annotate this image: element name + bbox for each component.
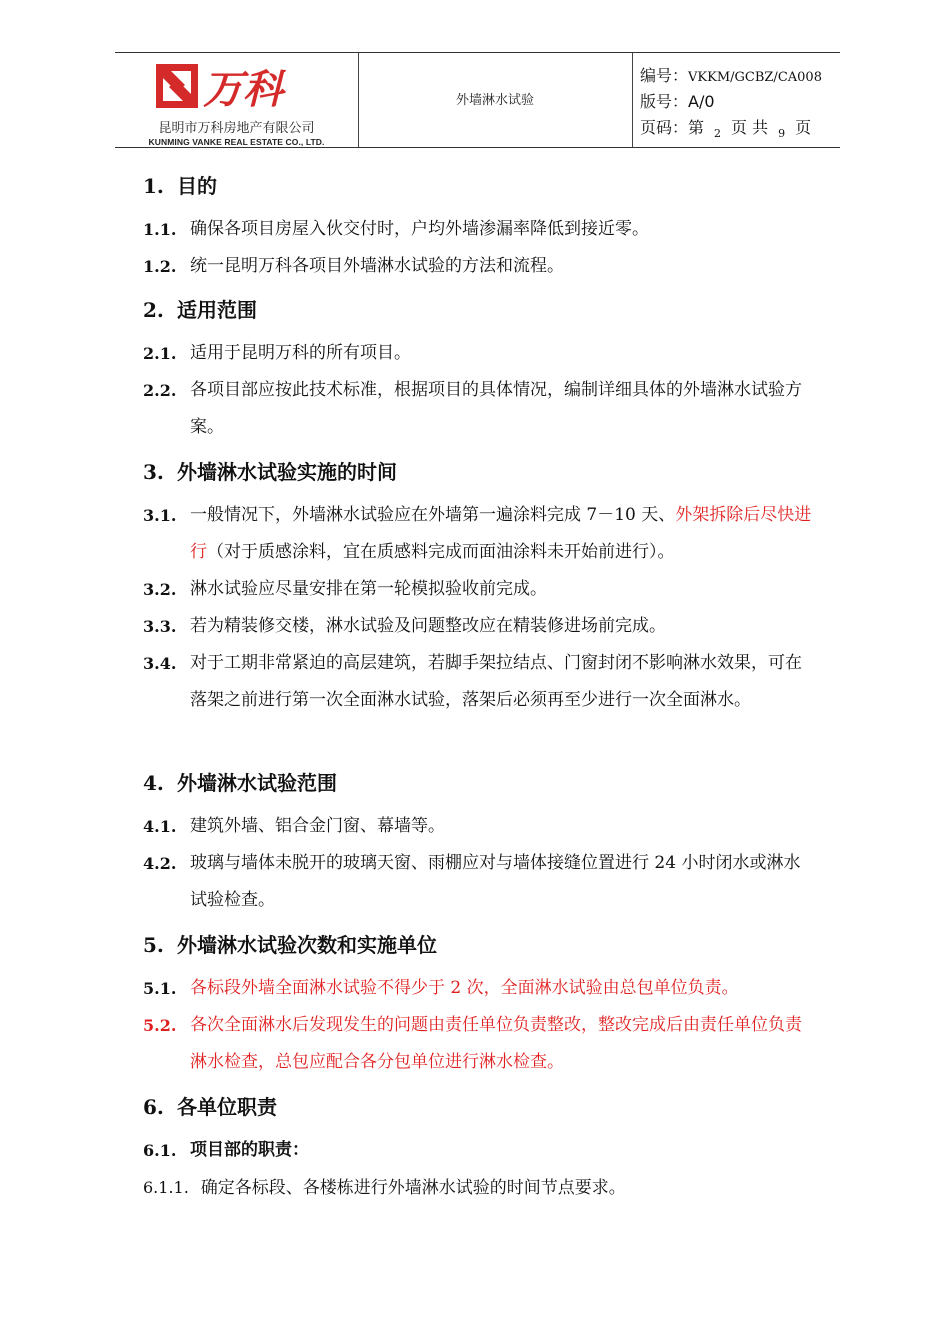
clause-text: 若为精装修交楼，淋水试验及问题整改应在精装修进场前完成。 — [190, 616, 666, 636]
clause-number: 3.2. — [143, 580, 177, 599]
version-row — [640, 89, 840, 115]
clause-text: 各标段外墙全面淋水试验不得少于 2 次，全面淋水试验由总包单位负责。 — [190, 978, 739, 998]
clause-5-2 — [143, 1007, 813, 1081]
clause-text-part: 一般情况下，外墙淋水试验应在外墙第一遍涂料完成 7－10 天、 — [190, 505, 676, 525]
clause-5-1 — [143, 970, 813, 1007]
clause-6-1 — [143, 1132, 813, 1169]
clause-3-2 — [143, 571, 813, 608]
clause-number: 6.1. — [143, 1141, 177, 1160]
clause-number: 3.3. — [143, 617, 177, 636]
clause-number: 2.1. — [143, 344, 177, 363]
section-heading-1 — [143, 170, 217, 199]
section-number: 3. — [143, 460, 164, 484]
version-label: 版号： — [640, 92, 689, 111]
section-heading-4 — [143, 767, 337, 796]
clause-text: 对于工期非常紧迫的高层建筑，若脚手架拉结点、门窗封闭不影响淋水效果，可在落架之前进行第一次全面淋水试验，落架后必须再至少进行一次全面淋水。 — [190, 653, 802, 710]
clause-2-2 — [143, 372, 813, 446]
section-number: 4. — [143, 771, 164, 795]
clause-text: 项目部的职责： — [190, 1140, 309, 1160]
clause-text: 确定各标段、各楼栋进行外墙淋水试验的时间节点要求。 — [200, 1178, 626, 1198]
page-suffix: 页 — [795, 118, 812, 137]
document-meta — [640, 63, 840, 141]
clause-text: 确保各项目房屋入伙交付时，户均外墙渗漏率降低到接近零。 — [190, 219, 649, 239]
section-heading-6 — [143, 1091, 277, 1120]
clause-4-2 — [143, 845, 813, 919]
section-title: 目的 — [177, 174, 217, 198]
page-mid: 页 共 — [731, 118, 769, 137]
clause-text: 玻璃与墙体未脱开的玻璃天窗、雨棚应对与墙体接缝位置进行 24 小时闭水或淋水试验检查。 — [190, 853, 801, 910]
section-title: 外墙淋水试验次数和实施单位 — [177, 933, 437, 957]
clause-text: 各项目部应按此技术标准，根据项目的具体情况，编制详细具体的外墙淋水试验方案。 — [190, 380, 802, 437]
clause-text: 建筑外墙、铝合金门窗、幕墙等。 — [190, 816, 445, 836]
clause-3-3 — [143, 608, 813, 645]
section-number: 6. — [143, 1095, 164, 1119]
section-number: 5. — [143, 933, 164, 957]
clause-1-2 — [143, 248, 813, 285]
clause-1-1 — [143, 211, 813, 248]
header-divider — [632, 53, 633, 147]
code-label: 编号： — [640, 66, 689, 85]
clause-number: 1.1. — [143, 220, 177, 239]
section-heading-2 — [143, 294, 257, 323]
document-header — [115, 52, 840, 148]
clause-text: 淋水试验应尽量安排在第一轮模拟验收前完成。 — [190, 579, 547, 599]
clause-text-part: （对于质感涂料，宜在质感料完成而面油涂料未开始前进行）。 — [207, 542, 675, 562]
clause-3-1 — [143, 497, 813, 571]
clause-number: 6.1.1. — [143, 1178, 189, 1197]
section-heading-5 — [143, 929, 437, 958]
clause-number: 3.4. — [143, 654, 177, 673]
page-label: 页码： — [640, 118, 689, 137]
section-title: 外墙淋水试验范围 — [177, 771, 337, 795]
section-number: 1. — [143, 174, 164, 198]
clause-number: 3.1. — [143, 506, 177, 525]
code-value: VKKM/GCBZ/CA008 — [688, 70, 822, 85]
clause-text — [190, 497, 813, 571]
clause-text: 适用于昆明万科的所有项目。 — [190, 343, 411, 363]
clause-text: 各次全面淋水后发现发生的问题由责任单位负责整改，整改完成后由责任单位负责淋水检查，总包应配合各分包单位进行淋水检查。 — [190, 1015, 802, 1072]
clause-text-highlight: 外架拆除后尽快进行 — [190, 505, 812, 562]
page-total: 9 — [778, 127, 786, 140]
clause-4-1 — [143, 808, 813, 845]
clause-number: 2.2. — [143, 381, 177, 400]
page-current: 2 — [714, 127, 722, 140]
vanke-logo — [153, 61, 313, 111]
page-prefix: 第 — [688, 118, 705, 137]
logo-text: 万科 — [203, 67, 283, 111]
clause-number: 5.1. — [143, 979, 177, 998]
clause-text: 统一昆明万科各项目外墙淋水试验的方法和流程。 — [190, 256, 564, 276]
document-title: 外墙淋水试验 — [455, 93, 534, 108]
section-title: 各单位职责 — [177, 1095, 277, 1119]
clause-6-1-1 — [143, 1169, 823, 1207]
version-value: A/0 — [688, 92, 715, 111]
clause-2-1 — [143, 335, 813, 372]
clause-number: 4.2. — [143, 854, 177, 873]
section-title: 适用范围 — [177, 298, 257, 322]
clause-number: 4.1. — [143, 817, 177, 836]
section-title: 外墙淋水试验实施的时间 — [177, 460, 397, 484]
section-number: 2. — [143, 298, 164, 322]
clause-number: 5.2. — [143, 1016, 177, 1035]
section-heading-3 — [143, 456, 397, 485]
clause-3-4 — [143, 645, 813, 719]
clause-number: 1.2. — [143, 257, 177, 276]
company-name-en: KUNMING VANKE REAL ESTATE CO., LTD. — [148, 137, 325, 147]
company-name-cn: 昆明市万科房地产有限公司 — [158, 121, 315, 136]
code-row — [640, 63, 840, 89]
page-row — [640, 115, 840, 141]
